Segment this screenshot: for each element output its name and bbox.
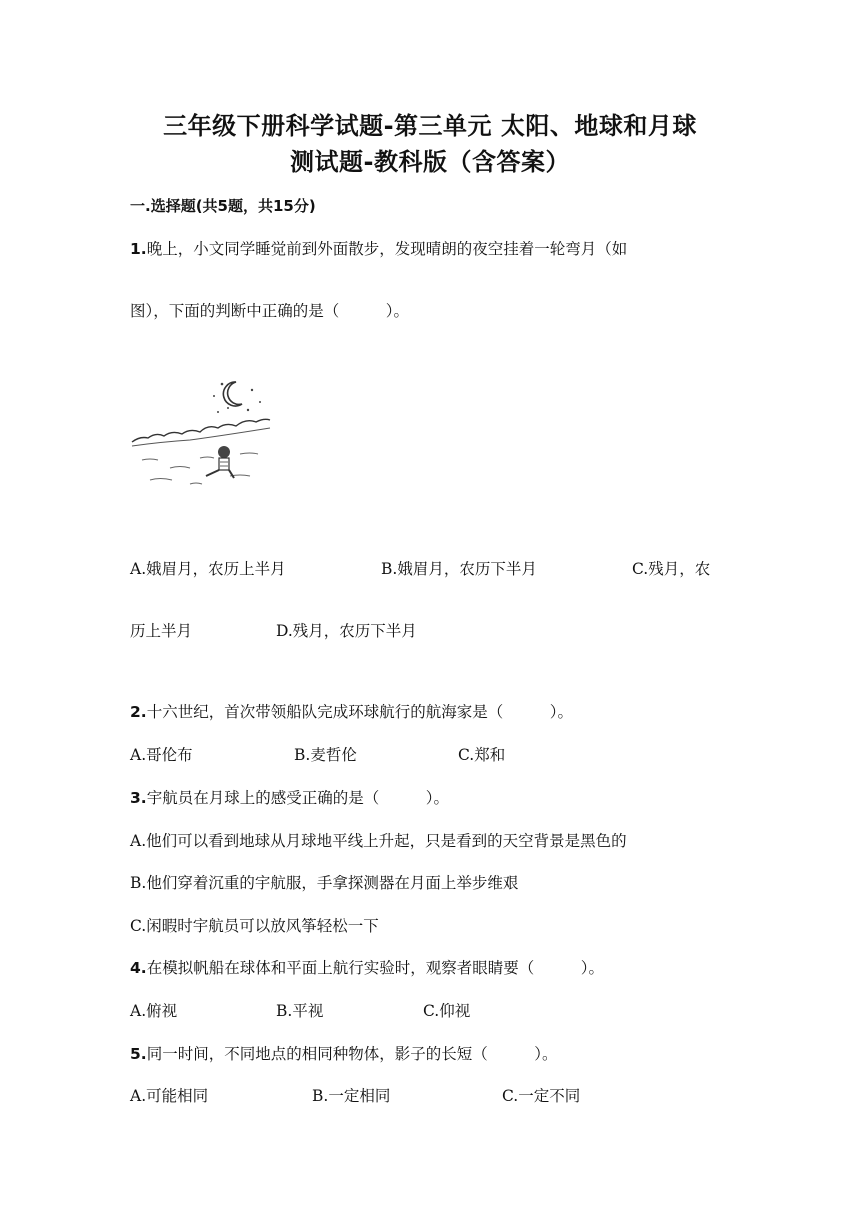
question-4-number: 4. xyxy=(130,959,147,977)
question-2-option-b: B.麦哲伦 xyxy=(294,746,357,764)
question-1-number: 1. xyxy=(130,240,147,258)
question-5-option-c: C.一定不同 xyxy=(502,1087,581,1105)
question-1-text-line2: 图），下面的判断中正确的是（ ）。 xyxy=(130,302,410,320)
question-1-option-a: A.娥眉月，农历上半月 xyxy=(130,560,286,578)
question-4-option-a: A.俯视 xyxy=(130,1002,178,1020)
question-1-option-c-cont: 历上半月 xyxy=(130,622,193,640)
question-2-number: 2. xyxy=(130,703,147,721)
question-5-option-b: B.一定相同 xyxy=(312,1087,391,1105)
question-1-option-c: C.残月，农 xyxy=(632,560,711,578)
question-2 xyxy=(130,700,573,722)
question-1-line1 xyxy=(130,237,627,259)
section-heading: 一.选择题(共5题，共15分) xyxy=(130,197,316,215)
question-3 xyxy=(130,786,449,808)
question-5-option-a: A.可能相同 xyxy=(130,1087,209,1105)
question-4-option-c: C.仰视 xyxy=(423,1002,471,1020)
question-3-text: 宇航员在月球上的感受正确的是（ ）。 xyxy=(146,789,449,807)
question-4-text: 在模拟帆船在球体和平面上航行实验时，观察者眼睛要（ ）。 xyxy=(146,959,604,977)
question-3-option-a: A.他们可以看到地球从月球地平线上升起，只是看到的天空背景是黑色的 xyxy=(130,832,627,850)
question-5-text: 同一时间，不同地点的相同种物体，影子的长短（ ）。 xyxy=(146,1045,558,1063)
question-3-number: 3. xyxy=(130,789,147,807)
crescent-moon-night-scene-icon xyxy=(130,372,272,494)
question-1-option-b: B.娥眉月，农历下半月 xyxy=(381,560,537,578)
question-4 xyxy=(130,956,604,978)
question-2-option-c: C.郑和 xyxy=(458,746,506,764)
question-1-text-line1: 晚上，小文同学睡觉前到外面散步，发现晴朗的夜空挂着一轮弯月（如 xyxy=(146,240,628,258)
question-4-option-b: B.平视 xyxy=(276,1002,324,1020)
question-5 xyxy=(130,1042,557,1064)
question-1-option-d: D.残月，农历下半月 xyxy=(276,622,417,640)
question-2-option-a: A.哥伦布 xyxy=(130,746,193,764)
question-3-option-b: B.他们穿着沉重的宇航服，手拿探测器在月面上举步维艰 xyxy=(130,874,519,892)
question-3-option-c: C.闲暇时宇航员可以放风筝轻松一下 xyxy=(130,917,379,935)
question-2-text: 十六世纪，首次带领船队完成环球航行的航海家是（ ）。 xyxy=(146,703,573,721)
page-title-line1: 三年级下册科学试题-第三单元 太阳、地球和月球 xyxy=(163,112,697,140)
page-title-line2: 测试题-教科版（含答案） xyxy=(290,148,570,176)
question-5-number: 5. xyxy=(130,1045,147,1063)
